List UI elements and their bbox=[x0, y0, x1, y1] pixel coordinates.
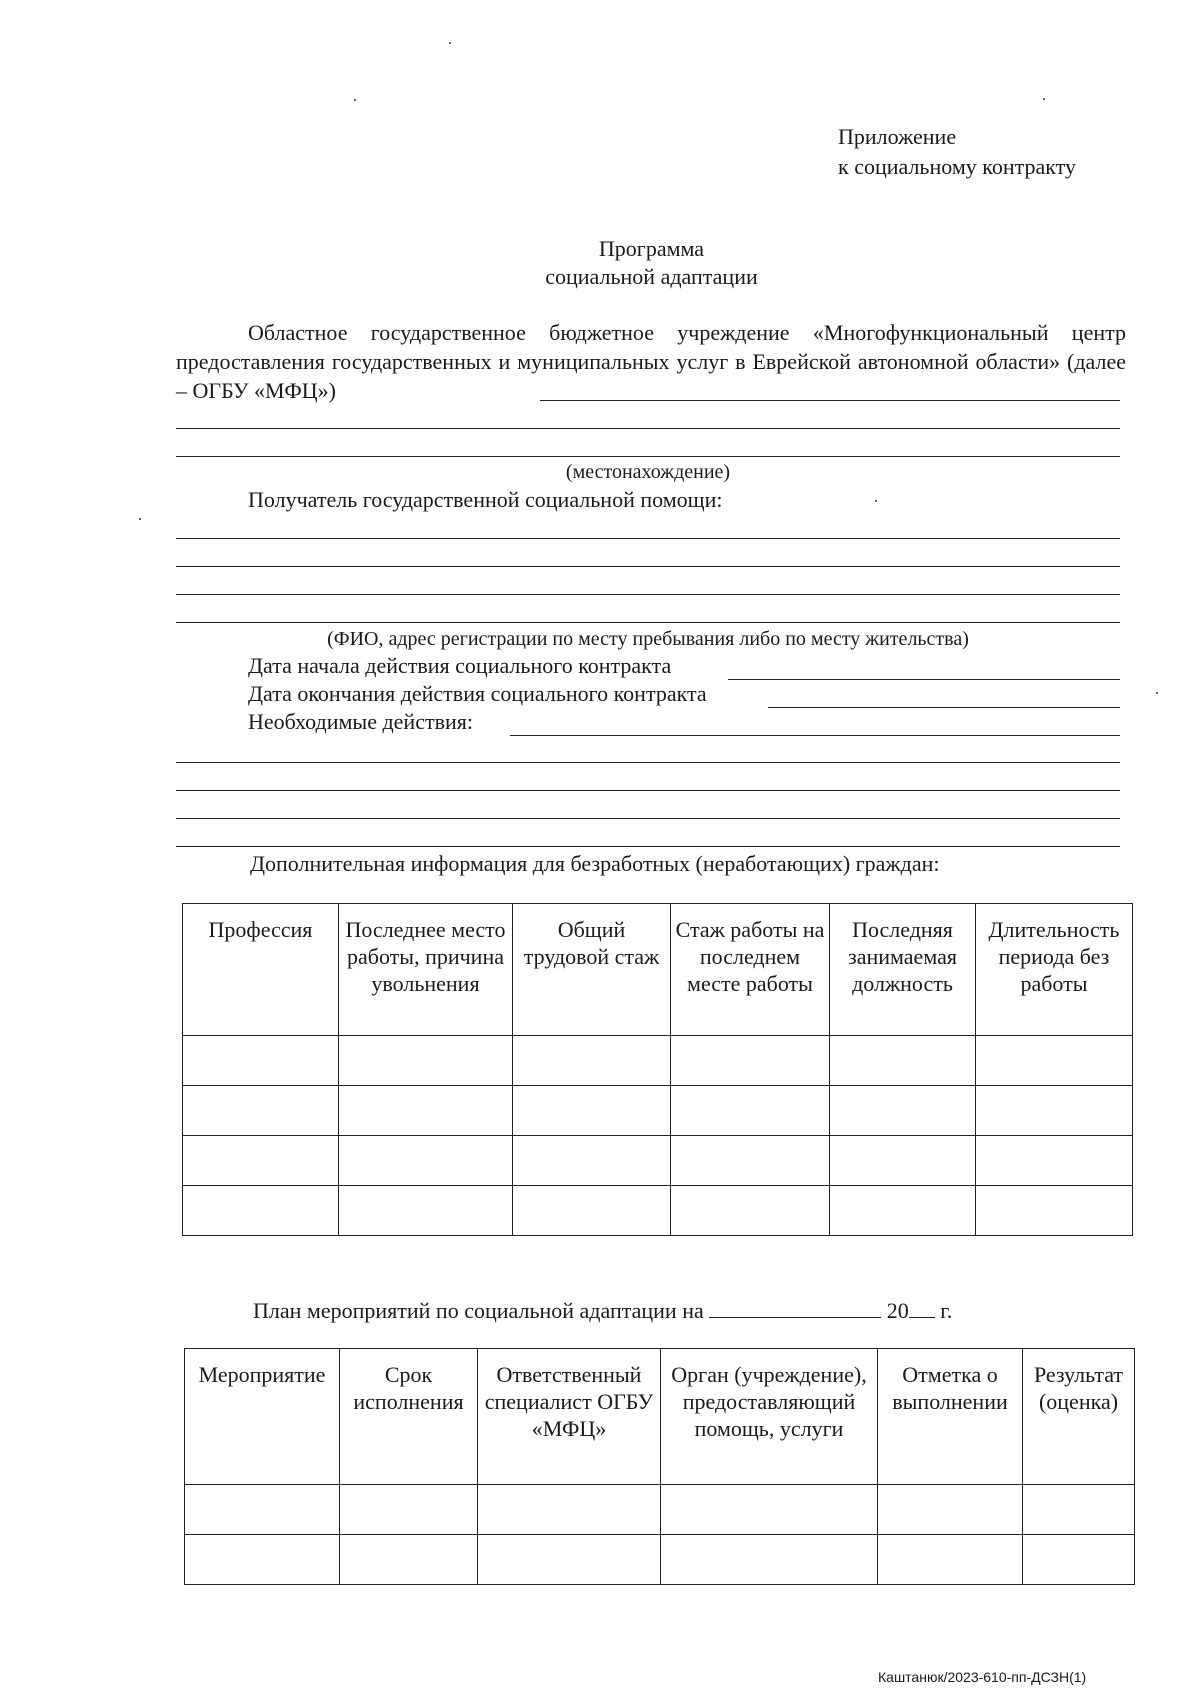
column-header: Орган (учреждение), предоставляющий помощь, услуги bbox=[661, 1349, 878, 1485]
plan-heading-text: План мероприятий по социальной адаптации на bbox=[253, 1298, 704, 1323]
table-cell[interactable] bbox=[671, 1036, 830, 1086]
table-cell[interactable] bbox=[976, 1036, 1133, 1086]
table-cell[interactable] bbox=[339, 1136, 513, 1186]
table-cell[interactable] bbox=[671, 1136, 830, 1186]
unemployed-heading: Дополнительная информация для безработных (неработающих) граждан: bbox=[250, 851, 940, 876]
plan-table bbox=[184, 1348, 1135, 1585]
table-cell[interactable] bbox=[976, 1086, 1133, 1136]
table-cell[interactable] bbox=[185, 1535, 340, 1585]
table-row bbox=[183, 1136, 1133, 1186]
plan-period-input-line[interactable] bbox=[709, 1297, 881, 1318]
appendix-header bbox=[838, 122, 1076, 182]
recipient-caption: (ФИО, адрес регистрации по месту пребывания либо по месту жительства) bbox=[327, 628, 969, 650]
table-row bbox=[183, 1086, 1133, 1136]
table-cell[interactable] bbox=[671, 1186, 830, 1236]
column-header: Мероприятие bbox=[185, 1349, 340, 1485]
scan-speck bbox=[875, 500, 877, 502]
actions-input-line[interactable] bbox=[176, 790, 1120, 791]
table-cell[interactable] bbox=[830, 1036, 976, 1086]
column-header: Стаж работы на последнем месте работы bbox=[671, 904, 830, 1036]
plan-heading bbox=[253, 1297, 952, 1325]
actions-input-line[interactable] bbox=[510, 735, 1120, 736]
document-title bbox=[0, 235, 1200, 291]
table-cell[interactable] bbox=[183, 1036, 339, 1086]
table-cell[interactable] bbox=[183, 1186, 339, 1236]
table-cell[interactable] bbox=[185, 1485, 340, 1535]
actions-input-line[interactable] bbox=[176, 762, 1120, 763]
intro-text: Областное государственное бюджетное учреждение «Многофункциональный центр предоставления государственных и муниципальных услуг в Еврейской автономной области» (далее – ОГБУ «МФЦ») bbox=[176, 320, 1126, 403]
table-cell[interactable] bbox=[339, 1086, 513, 1136]
actions-label: Необходимые действия: bbox=[248, 709, 473, 734]
contract-end-label: Дата окончания действия социального контракта bbox=[248, 681, 707, 706]
column-header: Последняя занимаемая должность bbox=[830, 904, 976, 1036]
plan-year-suffix: г. bbox=[940, 1298, 953, 1323]
actions-input-line[interactable] bbox=[176, 818, 1120, 819]
table-cell[interactable] bbox=[339, 1186, 513, 1236]
contract-start-label: Дата начала действия социального контракта bbox=[248, 653, 672, 678]
table-cell[interactable] bbox=[183, 1086, 339, 1136]
title-line-1: Программа bbox=[598, 236, 705, 261]
column-header: Последнее место работы, причина увольнения bbox=[339, 904, 513, 1036]
scan-speck bbox=[1043, 98, 1045, 100]
table-cell[interactable] bbox=[830, 1136, 976, 1186]
location-input-line[interactable] bbox=[176, 456, 1120, 457]
actions-input-line[interactable] bbox=[176, 846, 1120, 847]
table-header-row bbox=[185, 1349, 1135, 1485]
recipient-input-line[interactable] bbox=[176, 538, 1120, 539]
scan-speck bbox=[354, 99, 356, 101]
column-header: Отметка о выполнении bbox=[878, 1349, 1023, 1485]
contract-end-input-line[interactable] bbox=[768, 707, 1120, 708]
table-row bbox=[185, 1485, 1135, 1535]
table-cell[interactable] bbox=[671, 1086, 830, 1136]
contract-start-input-line[interactable] bbox=[728, 679, 1120, 680]
location-caption: (местонахождение) bbox=[565, 461, 731, 483]
table-cell[interactable] bbox=[339, 1036, 513, 1086]
recipient-input-line[interactable] bbox=[176, 594, 1120, 595]
table-cell[interactable] bbox=[976, 1186, 1133, 1236]
table-cell[interactable] bbox=[976, 1136, 1133, 1186]
table-cell[interactable] bbox=[878, 1535, 1023, 1585]
column-header: Длительность периода без работы bbox=[976, 904, 1133, 1036]
table-cell[interactable] bbox=[661, 1485, 878, 1535]
scan-speck bbox=[139, 518, 141, 520]
table-cell[interactable] bbox=[513, 1136, 671, 1186]
table-cell[interactable] bbox=[513, 1186, 671, 1236]
table-cell[interactable] bbox=[830, 1086, 976, 1136]
table-row bbox=[185, 1535, 1135, 1585]
document-code: Каштанюк/2023-610-пп-ДСЗН(1) bbox=[878, 1669, 1087, 1685]
table-cell[interactable] bbox=[478, 1535, 661, 1585]
table-cell[interactable] bbox=[340, 1485, 478, 1535]
title-line-2: социальной адаптации bbox=[545, 264, 758, 289]
table-cell[interactable] bbox=[513, 1036, 671, 1086]
plan-year-prefix: 20 bbox=[886, 1298, 909, 1323]
appendix-line-2: к социальному контракту bbox=[838, 154, 1076, 179]
table-row bbox=[183, 1186, 1133, 1236]
table-cell[interactable] bbox=[513, 1086, 671, 1136]
location-input-line[interactable] bbox=[540, 400, 1120, 401]
table-row bbox=[183, 1036, 1133, 1086]
recipient-label: Получатель государственной социальной помощи: bbox=[248, 487, 723, 512]
appendix-line-1: Приложение bbox=[838, 124, 957, 149]
table-cell[interactable] bbox=[1023, 1535, 1135, 1585]
unemployed-table bbox=[182, 903, 1133, 1236]
table-cell[interactable] bbox=[878, 1485, 1023, 1535]
plan-year-input-line[interactable] bbox=[909, 1297, 935, 1318]
column-header: Общий трудовой стаж bbox=[513, 904, 671, 1036]
column-header: Ответственный специалист ОГБУ «МФЦ» bbox=[478, 1349, 661, 1485]
table-cell[interactable] bbox=[830, 1186, 976, 1236]
scan-speck bbox=[1156, 692, 1158, 694]
table-cell[interactable] bbox=[340, 1535, 478, 1585]
table-cell[interactable] bbox=[478, 1485, 661, 1535]
scan-speck bbox=[449, 42, 451, 44]
column-header: Срок исполнения bbox=[340, 1349, 478, 1485]
table-cell[interactable] bbox=[661, 1535, 878, 1585]
table-cell[interactable] bbox=[1023, 1485, 1135, 1535]
table-cell[interactable] bbox=[183, 1136, 339, 1186]
recipient-input-line[interactable] bbox=[176, 566, 1120, 567]
intro-paragraph bbox=[176, 318, 1126, 405]
column-header: Профессия bbox=[183, 904, 339, 1036]
recipient-input-line[interactable] bbox=[176, 622, 1120, 623]
column-header: Результат (оценка) bbox=[1023, 1349, 1135, 1485]
table-header-row bbox=[183, 904, 1133, 1036]
location-input-line[interactable] bbox=[176, 428, 1120, 429]
